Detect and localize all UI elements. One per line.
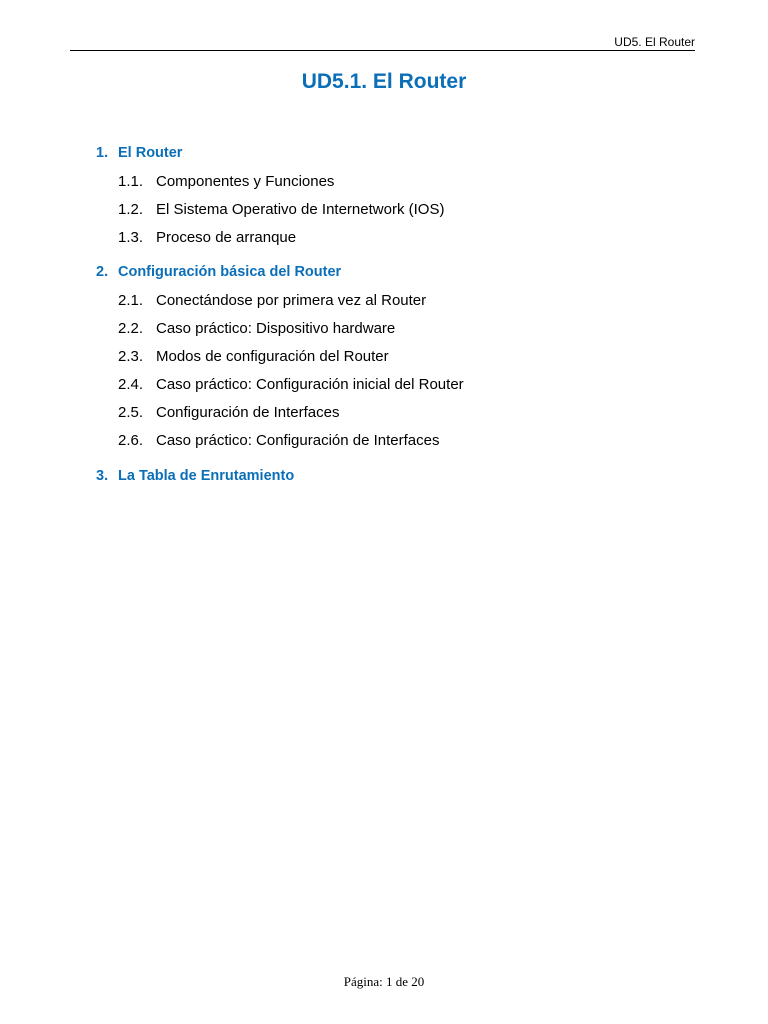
toc-section-number: 1. <box>96 145 109 161</box>
toc-item-1-2[interactable] <box>118 201 444 218</box>
toc-item-label: Configuración de Interfaces <box>156 404 340 421</box>
toc-item-2-5[interactable] <box>118 404 339 421</box>
toc-item-label: Componentes y Funciones <box>156 173 335 190</box>
toc-section-label: Configuración básica del Router <box>118 264 342 280</box>
toc-item-2-3[interactable] <box>118 348 389 365</box>
toc-item-2-2[interactable] <box>118 320 395 337</box>
toc-item-2-1[interactable] <box>118 292 426 309</box>
toc-item-number: 2.5. <box>118 404 144 421</box>
toc-item-number: 1.1. <box>118 173 144 190</box>
page-title: UD5.1. El Router <box>301 70 467 93</box>
toc-item-label: Caso práctico: Configuración de Interfaces <box>156 432 440 449</box>
toc-section-1[interactable] <box>96 145 182 161</box>
toc-item-number: 2.2. <box>118 320 144 337</box>
toc-item-number: 2.4. <box>118 376 144 393</box>
toc-item-number: 2.1. <box>118 292 144 309</box>
toc-item-label: El Sistema Operativo de Internetwork (IOS) <box>156 201 445 218</box>
toc-section-label: La Tabla de Enrutamiento <box>118 468 295 484</box>
toc-section-label: El Router <box>118 145 183 161</box>
page-footer: Página: 1 de 20 <box>343 974 425 989</box>
toc-section-number: 2. <box>96 264 109 280</box>
toc-item-label: Caso práctico: Configuración inicial del Router <box>156 376 464 393</box>
toc-item-label: Proceso de arranque <box>156 229 297 246</box>
toc-item-number: 1.3. <box>118 229 144 246</box>
running-header: UD5. El Router <box>614 35 695 49</box>
toc-item-label: Modos de configuración del Router <box>156 348 389 365</box>
toc-item-2-6[interactable] <box>118 432 439 449</box>
toc-item-1-3[interactable] <box>118 229 296 246</box>
toc-item-label: Conectándose por primera vez al Router <box>156 292 427 309</box>
toc-item-1-1[interactable] <box>118 173 334 190</box>
toc-section-2[interactable] <box>96 264 341 280</box>
header-divider <box>70 50 695 51</box>
toc-item-number: 2.6. <box>118 432 144 449</box>
toc-section-3[interactable] <box>96 468 294 484</box>
toc-item-number: 2.3. <box>118 348 144 365</box>
toc-section-number: 3. <box>96 468 109 484</box>
toc-item-2-4[interactable] <box>118 376 464 393</box>
toc-item-label: Caso práctico: Dispositivo hardware <box>156 320 396 337</box>
toc-item-number: 1.2. <box>118 201 144 218</box>
